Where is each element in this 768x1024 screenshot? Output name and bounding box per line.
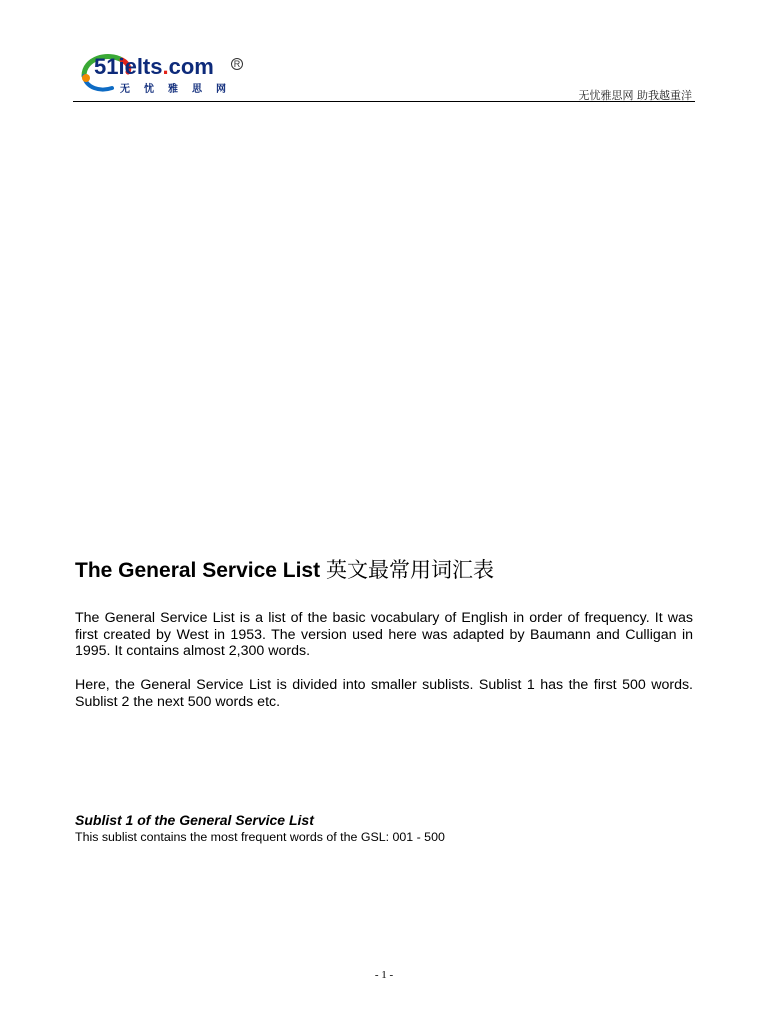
header-slogan: 无忧雅思网 助我越重洋 bbox=[578, 89, 692, 102]
page-number: - 1 - bbox=[374, 969, 394, 981]
registered-mark: R bbox=[231, 58, 243, 70]
title-english: The General Service List bbox=[75, 559, 321, 582]
title-chinese: 英文最常用词汇表 bbox=[325, 559, 494, 582]
intro-paragraph: The General Service List is a list of the basic vocabulary of English in order of frequency. It was first created by West in 1953. The version used here was adapted by Baumann and Culligan in 1995. It contains almost 2,300 words. bbox=[75, 610, 693, 659]
site-logo bbox=[78, 48, 248, 98]
logo-wordmark: 51ielts.com bbox=[94, 54, 214, 79]
sublist-info-paragraph: Here, the General Service List is divided into smaller sublists. Sublist 1 has the first 500 words. Sublist 2 the next 500 words etc. bbox=[75, 677, 693, 710]
logo-chinese-name: 无忧雅思网 bbox=[120, 84, 240, 95]
sublist-description: This sublist contains the most frequent words of the GSL: 001 - 500 bbox=[75, 830, 445, 844]
sublist-heading: Sublist 1 of the General Service List bbox=[75, 812, 314, 828]
document-title bbox=[75, 557, 494, 585]
header-divider bbox=[73, 101, 695, 102]
